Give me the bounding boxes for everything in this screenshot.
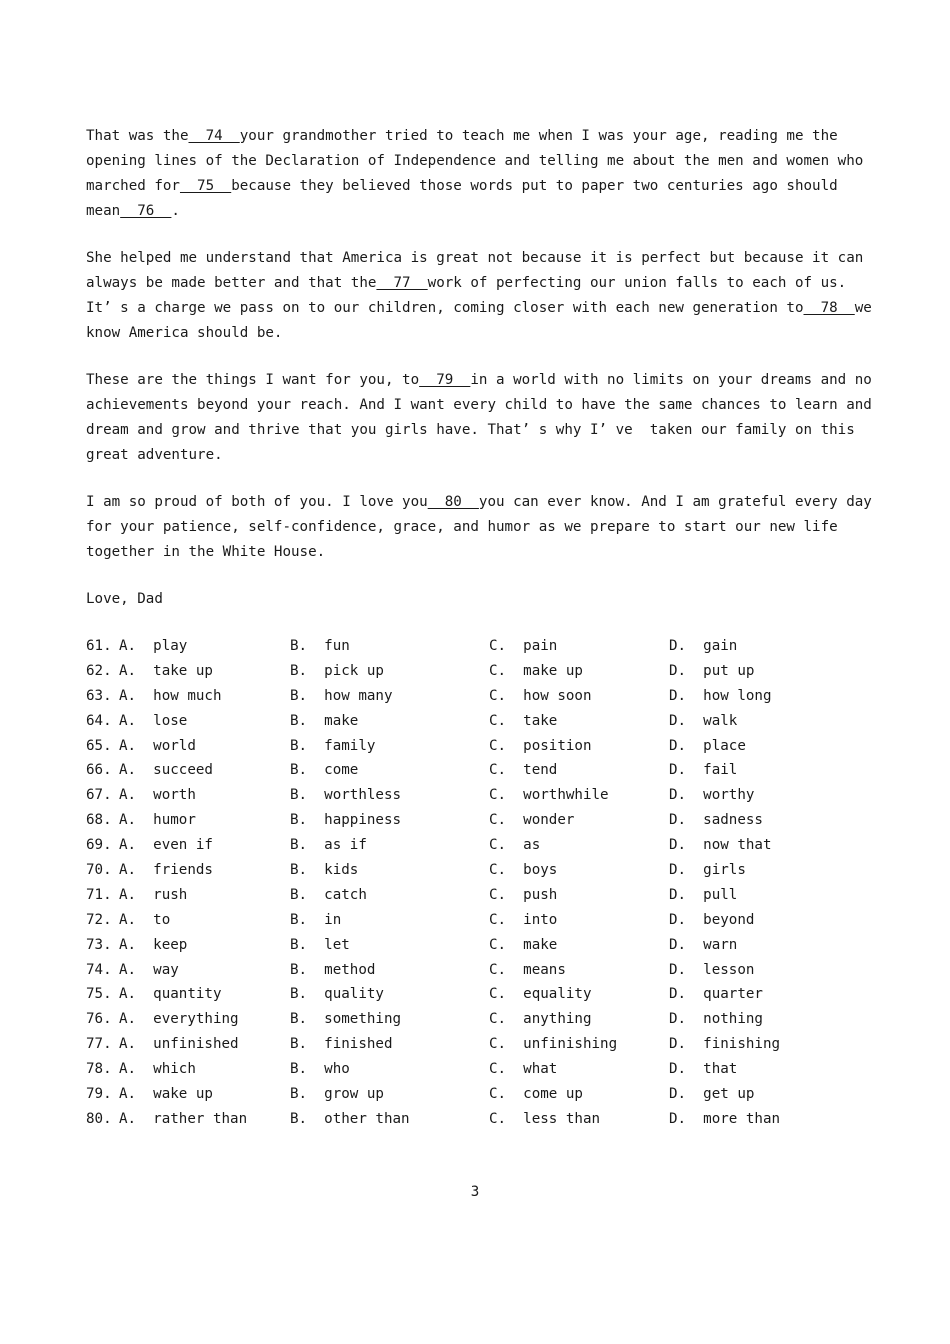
option-c: C. make [489, 936, 558, 953]
text-segment: achievements beyond your reach. And I want every child to have the same chances to learn and [86, 397, 872, 413]
option-c: C. come up [489, 1086, 583, 1103]
option-c: C. what [489, 1061, 558, 1078]
question-row [86, 634, 876, 659]
question-number: 69. [86, 837, 112, 854]
cloze-blank: 79 [419, 372, 471, 388]
question-number: 64. [86, 712, 112, 729]
option-a: A. rush [119, 886, 188, 903]
option-d: D. pull [669, 886, 738, 903]
question-row [86, 684, 876, 709]
question-number: 68. [86, 812, 112, 829]
question-row [86, 833, 876, 858]
option-c: C. means [489, 961, 566, 978]
question-number: 70. [86, 862, 112, 879]
question-number: 62. [86, 662, 112, 679]
option-c: C. as [489, 837, 541, 854]
question-row [86, 1107, 876, 1132]
option-d: D. sadness [669, 812, 763, 829]
text-segment: opening lines of the Declaration of Independence and telling me about the men and women who [86, 153, 864, 169]
question-row [86, 908, 876, 933]
letter-signature: Love, Dad [86, 591, 163, 607]
paragraph [86, 368, 876, 468]
question-row [86, 709, 876, 734]
option-b: B. other than [290, 1110, 410, 1127]
option-b: B. method [290, 961, 376, 978]
text-line [86, 393, 876, 418]
option-c: C. worthwhile [489, 787, 609, 804]
option-a: A. wake up [119, 1086, 213, 1103]
option-a: A. everything [119, 1011, 239, 1028]
option-a: A. succeed [119, 762, 213, 779]
option-d: D. worthy [669, 787, 755, 804]
option-c: C. tend [489, 762, 558, 779]
option-d: D. place [669, 737, 746, 754]
cloze-blank: 76 [120, 203, 172, 219]
option-a: A. quantity [119, 986, 222, 1003]
option-d: D. now that [669, 837, 772, 854]
option-c: C. anything [489, 1011, 592, 1028]
question-number: 65. [86, 737, 112, 754]
option-b: B. fun [290, 638, 350, 654]
option-b: B. who [290, 1061, 350, 1078]
text-segment: great adventure. [86, 447, 223, 463]
option-b: B. as if [290, 837, 367, 854]
letter-paragraphs [86, 124, 876, 565]
option-a: A. which [119, 1061, 196, 1078]
page-number: 3 [470, 1184, 480, 1200]
text-segment: you can ever know. And I am grateful every day [478, 494, 872, 510]
option-b: B. grow up [290, 1086, 384, 1103]
option-d: D. more than [669, 1110, 781, 1127]
option-a: A. to [119, 911, 171, 928]
text-segment: I am so proud of both of you. I love you [86, 494, 428, 510]
text-line [86, 418, 876, 443]
question-row [86, 783, 876, 808]
cloze-blank: 78 [803, 300, 855, 316]
option-c: C. push [489, 886, 558, 903]
question-row [86, 858, 876, 883]
text-line [86, 490, 876, 515]
option-b: B. kids [290, 862, 359, 879]
question-number: 78. [86, 1061, 112, 1078]
option-c: C. boys [489, 862, 558, 879]
option-d: D. get up [669, 1086, 755, 1103]
option-a: A. play [119, 638, 188, 654]
option-b: B. let [290, 936, 350, 953]
option-a: A. worth [119, 787, 196, 804]
question-number: 66. [86, 762, 112, 779]
option-a: A. world [119, 737, 196, 754]
text-segment: we [854, 300, 872, 316]
option-d: D. girls [669, 862, 746, 879]
question-number: 75. [86, 986, 112, 1003]
option-d: D. that [669, 1061, 738, 1078]
question-number: 76. [86, 1011, 112, 1028]
option-c: C. make up [489, 662, 583, 679]
option-d: D. finishing [669, 1036, 781, 1053]
text-segment: These are the things I want for you, to [86, 372, 420, 388]
option-d: D. fail [669, 762, 738, 779]
option-b: B. pick up [290, 662, 384, 679]
answer-options-list [86, 634, 876, 1132]
text-segment: for your patience, self-confidence, grace, and humor as we prepare to start our new life [86, 519, 838, 535]
text-line [86, 321, 876, 346]
option-b: B. make [290, 712, 359, 729]
option-b: B. something [290, 1011, 402, 1028]
question-number: 74. [86, 961, 112, 978]
text-line [86, 540, 876, 565]
text-segment: That was the [86, 128, 189, 144]
text-line [86, 271, 876, 296]
option-b: B. quality [290, 986, 384, 1003]
cloze-blank: 77 [376, 275, 428, 291]
option-b: B. catch [290, 886, 367, 903]
paragraph [86, 490, 876, 565]
option-c: C. pain [489, 638, 558, 654]
question-number: 63. [86, 687, 112, 704]
question-number: 77. [86, 1036, 112, 1053]
question-number: 61. [86, 638, 112, 654]
text-line [86, 246, 876, 271]
option-b: B. happiness [290, 812, 402, 829]
question-row [86, 1007, 876, 1032]
option-a: A. way [119, 961, 179, 978]
question-row [86, 1032, 876, 1057]
option-b: B. worthless [290, 787, 402, 804]
cloze-blank: 74 [188, 128, 240, 144]
question-row [86, 1082, 876, 1107]
text-segment: work of perfecting our union falls to each of us. [427, 275, 847, 291]
text-segment: It’ s a charge we pass on to our children, coming closer with each new generation to [86, 300, 804, 316]
option-a: A. unfinished [119, 1036, 239, 1053]
option-d: D. beyond [669, 911, 755, 928]
option-b: B. finished [290, 1036, 393, 1053]
question-row [86, 758, 876, 783]
option-c: C. wonder [489, 812, 575, 829]
text-segment: because they believed those words put to paper two centuries ago should [231, 178, 838, 194]
question-number: 80. [86, 1110, 112, 1127]
question-number: 72. [86, 911, 112, 928]
cloze-blank: 75 [179, 178, 232, 194]
option-b: B. come [290, 762, 359, 779]
cloze-blank: 80 [427, 494, 479, 510]
text-segment: in a world with no limits on your dreams and no [470, 372, 872, 388]
question-row [86, 808, 876, 833]
paragraph [86, 124, 876, 224]
text-line [86, 515, 876, 540]
option-b: B. how many [290, 687, 393, 704]
question-row [86, 933, 876, 958]
option-b: B. family [290, 737, 376, 754]
question-number: 71. [86, 886, 112, 903]
option-c: C. unfinishing [489, 1036, 618, 1053]
option-c: C. less than [489, 1110, 601, 1127]
text-segment: She helped me understand that America is great not because it is perfect but because it can [86, 250, 864, 266]
question-row [86, 958, 876, 983]
question-row [86, 1057, 876, 1082]
text-segment: dream and grow and thrive that you girls have. That’ s why I’ ve taken our family on this [86, 422, 855, 438]
question-number: 79. [86, 1086, 112, 1103]
text-segment: your grandmother tried to teach me when I was your age, reading me the [239, 128, 838, 144]
question-number: 67. [86, 787, 112, 804]
option-c: C. equality [489, 986, 592, 1003]
option-d: D. walk [669, 712, 738, 729]
question-number: 73. [86, 936, 112, 953]
option-d: D. nothing [669, 1011, 763, 1028]
option-d: D. put up [669, 662, 755, 679]
option-b: B. in [290, 911, 342, 928]
question-row [86, 659, 876, 684]
option-a: A. humor [119, 812, 196, 829]
option-d: D. how long [669, 687, 772, 704]
text-segment: know America should be. [86, 325, 283, 341]
text-line [86, 368, 876, 393]
option-d: D. warn [669, 936, 738, 953]
text-segment: mean [86, 203, 121, 219]
text-segment: marched for [86, 178, 180, 194]
question-row [86, 883, 876, 908]
option-a: A. even if [119, 837, 213, 854]
option-d: D. gain [669, 638, 738, 654]
option-a: A. take up [119, 662, 213, 679]
text-segment: together in the White House. [86, 544, 326, 560]
text-line [86, 443, 876, 468]
text-segment: always be made better and that the [86, 275, 377, 291]
option-c: C. how soon [489, 687, 592, 704]
option-a: A. lose [119, 712, 188, 729]
option-a: A. friends [119, 862, 213, 879]
paragraph [86, 246, 876, 346]
document-body [86, 124, 876, 1132]
text-line [86, 296, 876, 321]
question-row [86, 982, 876, 1007]
option-c: C. position [489, 737, 592, 754]
option-a: A. keep [119, 936, 188, 953]
option-c: C. into [489, 911, 558, 928]
option-c: C. take [489, 712, 558, 729]
text-line [86, 174, 876, 199]
option-d: D. quarter [669, 986, 763, 1003]
option-a: A. rather than [119, 1110, 248, 1127]
text-line [86, 199, 876, 224]
text-line [86, 124, 876, 149]
text-segment: . [171, 203, 180, 219]
text-line [86, 149, 876, 174]
option-d: D. lesson [669, 961, 755, 978]
option-a: A. how much [119, 687, 222, 704]
question-row [86, 734, 876, 759]
